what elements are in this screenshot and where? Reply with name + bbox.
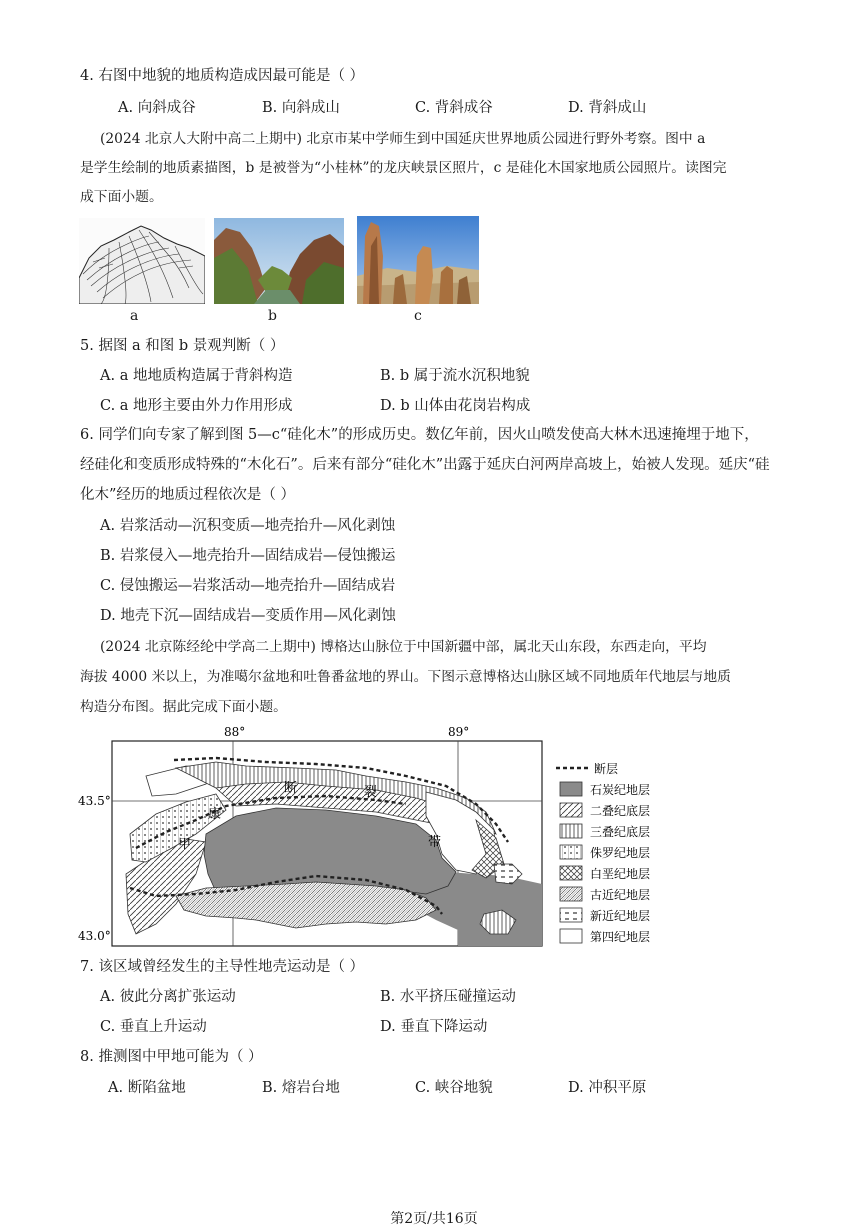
figure-a-caption: a <box>130 308 139 324</box>
q5-option-b: B. b 属于流水沉积地貌 <box>380 368 530 384</box>
q7-option-b: B. 水平挤压碰撞运动 <box>380 989 516 1005</box>
q5-option-a: A. a 地地质构造属于背斜构造 <box>100 368 293 384</box>
legend-neogene-swatch <box>560 908 582 922</box>
q6-option-a: A. 岩浆活动—沉积变质—地壳抬升—风化剥蚀 <box>100 518 396 534</box>
legend-triassic-swatch <box>560 824 582 838</box>
q6-line1: 6. 同学们向专家了解到图 5—c“硅化木”的形成历史。数亿年前，因火山喷发使高大林木迅速掩埋于地下， <box>80 427 759 443</box>
legend-permian-swatch <box>560 803 582 817</box>
q8-option-c: C. 峡谷地貌 <box>415 1080 493 1096</box>
map-legend <box>556 761 650 944</box>
q7-option-a: A. 彼此分离扩张运动 <box>100 989 236 1005</box>
q5-stem: 5. 据图 a 和图 b 景观判断（ ） <box>80 338 285 354</box>
legend-label-neogene: 新近纪地层 <box>590 909 651 923</box>
q7-stem: 7. 该区域曾经发生的主导性地壳运动是（ ） <box>80 959 365 975</box>
q5-option-c: C. a 地形主要由外力作用形成 <box>100 398 293 414</box>
map-label-jia: 甲 <box>178 837 192 852</box>
intro2-line1: (2024 北京陈经纶中学高二上期中) 博格达山脉位于中国新疆中部，属北天山东段，东西走向，平均 <box>100 639 707 655</box>
q6-option-b: B. 岩浆侵入—地壳抬升—固结成岩—侵蚀搬运 <box>100 548 396 564</box>
q6-option-c: C. 侵蚀搬运—岩浆活动—地壳抬升—固结成岩 <box>100 578 396 594</box>
legend-quaternary-swatch <box>560 929 582 943</box>
legend-carboniferous-swatch <box>560 782 582 796</box>
figure-b-caption: b <box>268 308 277 324</box>
lat-43-0-label: 43.0° <box>78 929 111 943</box>
lon-88-label: 88° <box>224 725 246 739</box>
intro2-line2: 海拔 4000 米以上，为准噶尔盆地和吐鲁番盆地的界山。下图示意博格达山脉区域不同地质年代地层与地质 <box>80 669 731 685</box>
q4-option-c: C. 背斜成谷 <box>415 100 493 116</box>
figure-a-sketch <box>79 218 205 304</box>
q8-option-a: A. 断陷盆地 <box>108 1080 186 1096</box>
lat-43-5-label: 43.5° <box>78 794 111 808</box>
q8-option-b: B. 熔岩台地 <box>262 1080 340 1096</box>
legend-cretaceous-swatch <box>560 866 582 880</box>
legend-label-permian: 二叠纪底层 <box>590 804 651 818</box>
legend-label-quaternary: 第四纪地层 <box>590 930 651 944</box>
figure-c-photo <box>357 216 479 304</box>
q7-option-c: C. 垂直上升运动 <box>100 1019 207 1035</box>
intro2-line3: 构造分布图。据此完成下面小题。 <box>80 699 287 715</box>
q4-option-d: D. 背斜成山 <box>568 100 647 116</box>
q4-stem: 4. 右图中地貌的地质构造成因最可能是（ ） <box>80 68 365 84</box>
q4-option-a: A. 向斜成谷 <box>118 100 196 116</box>
q5-option-d: D. b 山体由花岗岩构成 <box>380 398 531 414</box>
lon-89-label: 89° <box>448 725 470 739</box>
q8-option-d: D. 冲积平原 <box>568 1080 647 1096</box>
figure-c-caption: c <box>414 308 422 324</box>
legend-label-carboniferous: 石炭纪地层 <box>590 783 651 797</box>
legend-label-fault: 断层 <box>594 762 619 776</box>
q7-option-d: D. 垂直下降运动 <box>380 1019 488 1035</box>
q4-option-b: B. 向斜成山 <box>262 100 340 116</box>
intro1-line1: (2024 北京人大附中高二上期中) 北京市某中学师生到中国延庆世界地质公园进行野外考察。图中 a <box>100 131 706 147</box>
figure-b-photo <box>214 218 344 304</box>
q6-line3: 化木”经历的地质过程依次是（ ） <box>80 487 296 503</box>
map-label-kang: 康 <box>208 807 222 822</box>
q8-stem: 8. 推测图中甲地可能为（ ） <box>80 1049 263 1065</box>
map-label-duan: 断 <box>284 781 298 796</box>
geologic-map <box>76 724 696 956</box>
legend-label-cretaceous: 白垩纪地层 <box>590 867 651 881</box>
intro1-line2: 是学生绘制的地质素描图，b 是被誉为“小桂林”的龙庆峡景区照片，c 是硅化木国家地质公园照片。读图完 <box>80 160 727 176</box>
legend-label-triassic: 三叠纪底层 <box>590 825 651 839</box>
page-number: 第2页/共16页 <box>390 1211 478 1227</box>
intro1-line3: 成下面小题。 <box>80 189 163 205</box>
legend-label-jurassic: 侏罗纪地层 <box>590 846 651 860</box>
legend-paleogene-swatch <box>560 887 582 901</box>
q6-option-d: D. 地壳下沉—固结成岩—变质作用—风化剥蚀 <box>100 608 396 624</box>
legend-label-paleogene: 古近纪地层 <box>590 888 651 902</box>
map-label-dai: 带 <box>428 835 442 850</box>
legend-jurassic-swatch <box>560 845 582 859</box>
q6-line2: 经硅化和变质形成特殊的“木化石”。后来有部分“硅化木”出露于延庆白河两岸高坡上，始被人发现。延庆“硅 <box>80 457 770 473</box>
map-label-lie: 裂 <box>364 785 378 800</box>
